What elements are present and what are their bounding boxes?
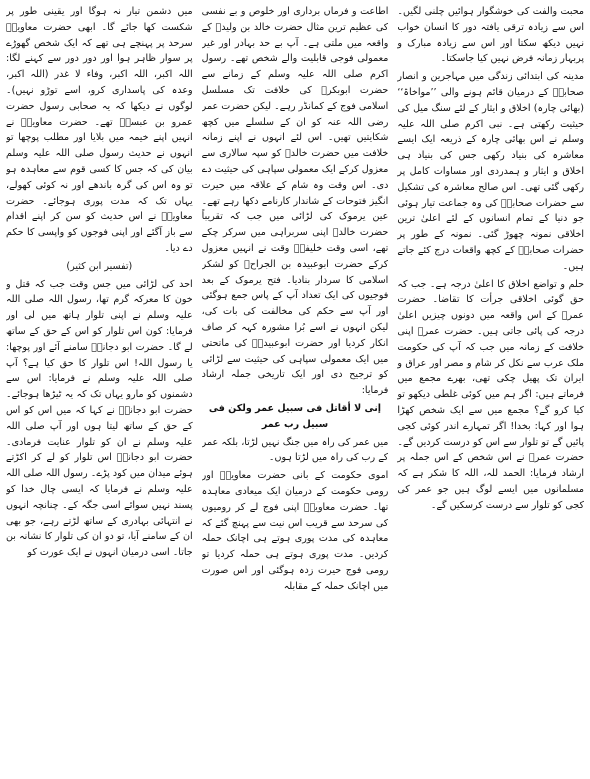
column-right bbox=[397, 4, 584, 777]
paragraph: مدینہ کی ابتدائی زندگی میں مہاجرین و انصار صحابہؓ کے درمیان قائم ہونے والی ’’مواخاۃ‘‘ (بھائی چارہ) اخلاق و ایثار کے لئے سنگ میل کی حیثیت رکھتی ہے۔ نبی اکرم صلی اللہ علیہ وسلم نے اس بھائی چارہ کے ذریعہ ایک ایسے معاشرہ کی بنیاد رکھی جس کی بنیاد ہی اخلاق و ایثار و ہمدردی اور مساوات کامل پر رکھی گئی تھی۔ اس صالح معاشرہ کی تشکیل سے حضرات صحابہؓ کی وہ جماعت تیار ہوئی جو دنیا کے تمام انسانوں کے لئے اعلیٰ ترین اخلاقی نمونہ چھوڑ گئی۔ نمونہ کے طور پر حضرات صحابہؓ کے کچھ واقعات درج کئے جاتے ہیں۔ bbox=[397, 71, 584, 272]
paragraph: محبت والفت کی خوشگوار ہوائیں چلنی لگیں۔ اس سے زیادہ ترقی یافتہ دور کا انسان خواب نہیں دیکھ سکتا اور اس سے زیادہ مبارک و پربہار زمانہ فرض نہیں کیا جاسکتا۔ bbox=[397, 6, 584, 65]
citation: (تفسیر ابن کثیر) bbox=[66, 260, 133, 272]
paragraph: اطاعت و فرماں برداری اور خلوص و بے نفسی کی عظیم ترین مثال حضرت خالد بن ولیدؓ کے واقعہ میں ملتی ہے۔ آپ بے حد بہادر اور غیر معمولی فوجی قابلیت والے شخص تھے۔ رسول اکرم صلی اللہ علیہ وسلم کے زمانے سے حضرت ابوبکرؓ کی خلافت تک مسلسل اسلامی فوج کے کمانڈر رہے۔ لیکن حضرت عمر رضی اللہ عنہ کو ان کے سلسلے میں کچھ شکایتیں تھیں۔ اس لئے انہوں نے اپنے زمانہ خلافت میں حضرت خالدؓ کو سپہ سالاری سے معزول کرکے ایک معمولی سپاہی کی حیثیت دے دی۔ اس وقت وہ شام کے علاقہ میں حیرت انگیز فتوحات کے شاندار کارنامے دکھا رہے تھے۔ عین یرموک کی لڑائی میں جب کہ تقریباً حضرت خالدؓ اپنی سربراہی میں سرکر چکے تھے، اسی وقت خلیفہؓ وقت نے انہیں معزول کرکے حضرت ابوعبیدہ بن الجراحؓ کو لشکر اسلامی کا سردار بنادیا۔ فتح یرموک کے بعد فوجیوں کی ایک تعداد آپ کے پاس جمع ہوگئی اور آپ سے حکم کی مخالفت کی بات کی، لیکن انہوں نے اسے بُرا مشورہ کہہ کر صاف انکار کردیا اور حضرت ابوعبیدہؓ کی ماتحتی میں ایک معمولی سپاہی کی حیثیت سے لڑائی کو ترجیح دی اور ایک تاریخی جملہ ارشاد فرمایا: bbox=[201, 6, 389, 397]
paragraph: اموی حکومت کے بانی حضرت معاویہؓ اور رومی حکومت کے درمیان ایک میعادی معاہدہ تھا۔ حضرت معاویہؓ اپنی فوج لے کر رومیوں کی سرحد سے قریب اس نیت سے پہنچ گئے کہ معاہدہ کی مدت پوری ہوتے ہی اچانک حملہ کردیں۔ مدت پوری ہوتے ہی حملہ کردیا تو رومی فوج حیرت زدہ ہوگئی اور اس صورت میں اچانک حملہ کے مقابلہ bbox=[201, 470, 389, 592]
paragraph: حلم و تواضع اخلاق کا اعلیٰ درجہ ہے۔ جب کہ حق گوئی اخلاقی جرأت کا تقاضا۔ حضرت عمرؓ کے اس واقعہ میں دونوں چیزیں اعلیٰ درجہ کی پائی جاتی ہیں۔ حضرت عمرؓ اپنی خلافت کے زمانہ میں جب کہ آپ کی حکومت ملک عرب سے نکل کر شام و مصر اور عراق و ایران تک پھیل چکی تھی، بھرے مجمع میں فرماتے ہیں: اگر ہم میں کوئی غلطی دیکھو تو کیا کرو گے؟ مجمع میں سے ایک شخص کھڑا ہوا اور کہا: بخدا! اگر تمہارے اندر کوئی کجی پائیں گے تو تلوار سے اس کو درست کردیں گے۔ حضرت عمرؓ نے اس شخص کے اس جملہ پر ارشاد فرمایا: الحمد للہ، اللہ کا شکر ہے کہ مسلمانوں میں ایسے لوگ ہیں جو عمر کی کجی کو تلوار سے درست کرسکیں گے۔ bbox=[397, 278, 584, 511]
paragraph: احد کی لڑائی میں جس وقت جب کہ قتل و خون کا معرکہ گرم تھا، رسول اللہ صلی اللہ علیہ وسلم نے اپنی تلوار ہاتھ میں لی اور فرمایا: کون اس تلوار کو اس کے حق کے ساتھ لے گا۔ حضرت ابو دجانہؓ سامنے آئے اور پوچھا: یا رسول اللہ! اس تلوار کا حق کیا ہے؟ آپ صلی اللہ علیہ وسلم نے فرمایا: اس سے دشمنوں کو مارو یہاں تک کہ یہ ٹیڑھا ہوجائے۔ حضرت ابو دجانہؓ نے کہا کہ میں اس کو اس کے حق کے ساتھ لیتا ہوں اور آپ صلی اللہ علیہ وسلم نے ان کو تلوار عنایت فرمادی۔ حضرت ابو دجانہؓ اس تلوار کو لے کر اکڑتے ہوئے میدان میں کود پڑے۔ رسول اللہ صلی اللہ علیہ وسلم نے فرمایا کہ ایسی چال خدا کو پسند نہیں سوائے اسی جگہ کے۔ چنانچہ انہوں نے انتہائی بہادری کے ساتھ لڑتے رہے، جو بھی ان کے سامنے آیا، تو دو ان کی تلوار کا نشانہ بن جاتا۔ اسی درمیان انہوں نے ایک عورت کو bbox=[6, 278, 193, 559]
column-middle bbox=[202, 4, 389, 777]
paragraph: میں دشمن تیار نہ ہوگا اور یقینی طور پر شکست کھا جائے گا۔ ابھی حضرت معاویہؓ سرحد پر پہنچے ہی تھے کہ ایک شخص گھوڑے پر سوار ظاہر ہوا اور دور دور سے کہنے لگا: اللہ اکبر، اللہ اکبر، وفاء لا غدر (اللہ اکبر، وعدہ کی پاسداری کرو، اسے توڑو نہیں)۔ لوگوں نے دیکھا کہ یہ صحابی رسول حضرت عمرو بن عبسہؓ تھے۔ حضرت معاویہؓ نے انہیں اپنے خیمہ میں بلایا اور مطلب پوچھا تو انہوں نے حدیث رسول صلی اللہ علیہ وسلم بیان کی کہ جس کا کسی قوم سے معاہدہ ہو تو وہ اس کی گرہ باندھے اور نہ کوئی کھولے، یہاں تک کہ مدت پوری ہوجائے۔ حضرت معاویہؓ نے اس حدیث کو سن کر اپنے اقدام سے باز آگئے اور اپنی فوجوں کو واپسی کا حکم دے دیا۔ bbox=[6, 6, 193, 254]
column-left bbox=[6, 4, 193, 777]
paragraph: میں عمر کی راہ میں جنگ نہیں لڑتا، بلکہ عمر کے رب کی راہ میں لڑتا ہوں۔ bbox=[201, 436, 389, 464]
arabic-quote: إنی لا أقاتل فی سبیل عمر ولکن فی سبیل رب عمر bbox=[208, 402, 382, 430]
